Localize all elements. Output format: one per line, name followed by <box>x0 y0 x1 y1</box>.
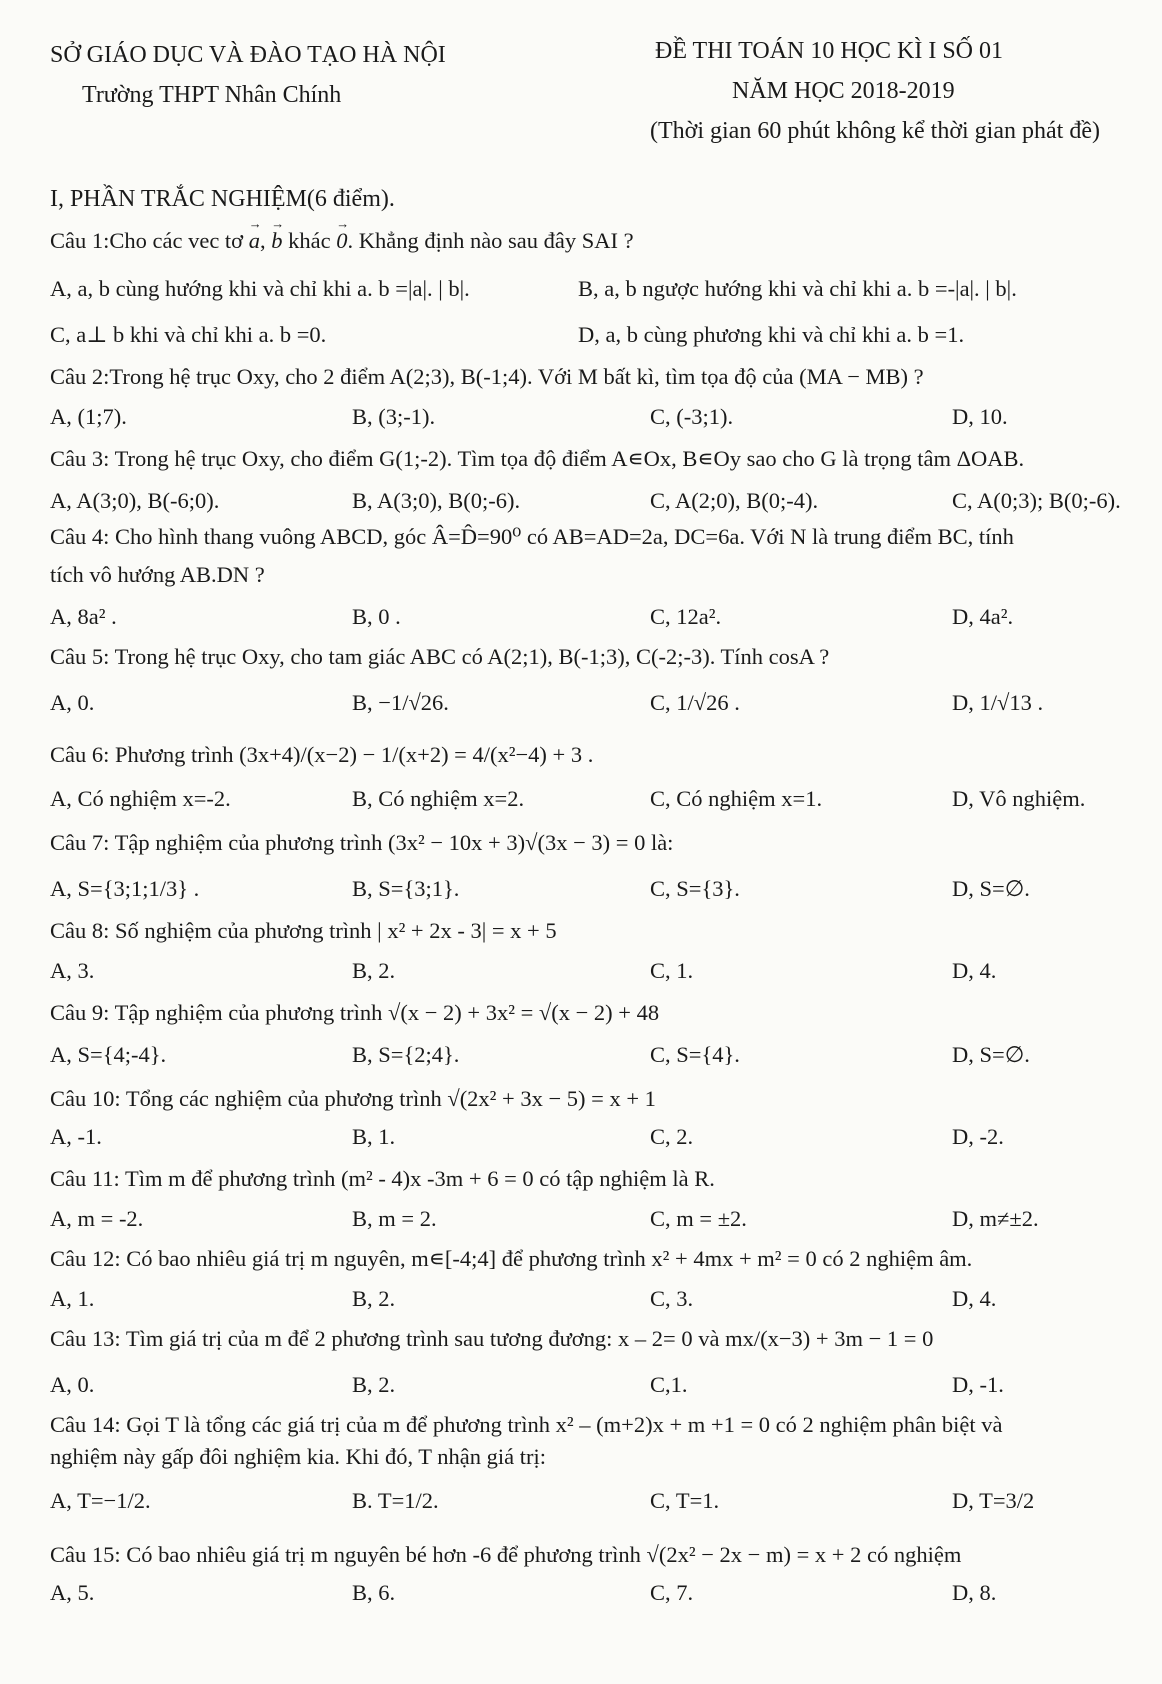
question-2: Câu 2:Trong hệ trục Oxy, cho 2 điểm A(2;3), B(-1;4). Với M bất kì, tìm tọa độ của (MA − MB) ? <box>50 364 924 389</box>
option-c: C,1. <box>650 1372 688 1397</box>
options-q4 <box>50 604 1112 638</box>
option-d: D, T=3/2 <box>952 1488 1035 1513</box>
option-b: B, Có nghiệm x=2. <box>352 786 525 811</box>
option-c: C, 1/√26 . <box>650 690 740 715</box>
option-q1-d: D, a, b cùng phương khi và chỉ khi a. b =1. <box>578 322 965 347</box>
option-d: D, 1/√13 . <box>952 690 1044 715</box>
option-a: A, 3. <box>50 958 95 983</box>
exam-duration: (Thời gian 60 phút không kể thời gian phát đề) <box>650 118 1100 144</box>
option-b: B, (3;-1). <box>352 404 436 429</box>
exam-title: ĐỀ THI TOÁN 10 HỌC KÌ I SỐ 01 <box>655 38 1003 64</box>
option-c: C, Có nghiệm x=1. <box>650 786 823 811</box>
question-5: Câu 5: Trong hệ trục Oxy, cho tam giác ABC có A(2;1), B(-1;3), C(-2;-3). Tính cosA ? <box>50 644 830 669</box>
question-6: Câu 6: Phương trình (3x+4)/(x−2) − 1/(x+2) = 4/(x²−4) + 3 . <box>50 742 594 767</box>
question-1: Câu 1:Cho các vec tơ a →, b → khác 0 →. Khẳng định nào sau đây SAI ? <box>50 228 634 254</box>
option-c: C, 1. <box>650 958 694 983</box>
question-9: Câu 9: Tập nghiệm của phương trình √(x − 2) + 3x² = √(x − 2) + 48 <box>50 1000 660 1025</box>
options-q11 <box>50 1206 1112 1240</box>
option-a: A, A(3;0), B(-6;0). <box>50 488 220 513</box>
option-c: C, m = ±2. <box>650 1206 747 1231</box>
question-12: Câu 12: Có bao nhiêu giá trị m nguyên, m∊[-4;4] để phương trình x² + 4mx + m² = 0 có 2 nghiệm âm. <box>50 1246 973 1271</box>
question-14-line-1: Câu 14: Gọi T là tổng các giá trị của m để phương trình x² – (m+2)x + m +1 = 0 có 2 nghiệm phân biệt và <box>50 1412 1003 1437</box>
option-c: C, 3. <box>650 1286 694 1311</box>
option-c: C, 7. <box>650 1580 694 1605</box>
question-4-line-2: tích vô hướng AB.DN ? <box>50 562 265 587</box>
question-11: Câu 11: Tìm m để phương trình (m² - 4)x -3m + 6 = 0 có tập nghiệm là R. <box>50 1166 715 1191</box>
option-a: A, -1. <box>50 1124 102 1149</box>
question-8: Câu 8: Số nghiệm của phương trình | x² + 2x - 3| = x + 5 <box>50 918 557 943</box>
option-d: D, Vô nghiệm. <box>952 786 1086 811</box>
option-c: C, 12a². <box>650 604 722 629</box>
options-q15 <box>50 1580 1112 1614</box>
question-15: Câu 15: Có bao nhiêu giá trị m nguyên bé hơn -6 để phương trình √(2x² − 2x − m) = x + 2 có nghiệm <box>50 1542 962 1567</box>
options-q2 <box>50 404 1112 438</box>
option-d: D, 4a². <box>952 604 1014 629</box>
option-d: D, 10. <box>952 404 1008 429</box>
option-a: A, 5. <box>50 1580 95 1605</box>
options-q5 <box>50 690 1112 724</box>
option-a: A, (1;7). <box>50 404 127 429</box>
options-q9 <box>50 1042 1112 1076</box>
school-name: Trường THPT Nhân Chính <box>82 82 342 108</box>
option-a: A, S={3;1;1/3} . <box>50 876 200 901</box>
option-c: C, S={4}. <box>650 1042 740 1067</box>
option-d: D, S=∅. <box>952 876 1030 901</box>
options-q6 <box>50 786 1112 820</box>
option-a: A, 1. <box>50 1286 95 1311</box>
question-7: Câu 7: Tập nghiệm của phương trình (3x² − 10x + 3)√(3x − 3) = 0 là: <box>50 830 674 855</box>
question-14-line-2: nghiệm này gấp đôi nghiệm kia. Khi đó, T nhận giá trị: <box>50 1444 546 1469</box>
options-q14 <box>50 1488 1112 1522</box>
option-d: C, A(0;3); B(0;-6). <box>952 488 1121 513</box>
options-q3 <box>50 488 1121 522</box>
option-d: D, S=∅. <box>952 1042 1030 1067</box>
option-d: D, 4. <box>952 1286 997 1311</box>
department-name: SỞ GIÁO DỤC VÀ ĐÀO TẠO HÀ NỘI <box>50 42 446 68</box>
option-a: A, 0. <box>50 1372 95 1397</box>
option-b: B. T=1/2. <box>352 1488 439 1513</box>
question-10: Câu 10: Tổng các nghiệm của phương trình √(2x² + 3x − 5) = x + 1 <box>50 1086 656 1111</box>
question-3: Câu 3: Trong hệ trục Oxy, cho điểm G(1;-2). Tìm tọa độ điểm A∊Ox, B∊Oy sao cho G là trọng tâm ΔOAB. <box>50 446 1025 471</box>
option-b: B, m = 2. <box>352 1206 437 1231</box>
options-q10 <box>50 1124 1112 1158</box>
option-a: A, m = -2. <box>50 1206 144 1231</box>
option-b: B, 2. <box>352 1372 396 1397</box>
option-q1-c: C, a⊥ b khi và chỉ khi a. b =0. <box>50 322 327 347</box>
option-b: B, 6. <box>352 1580 396 1605</box>
option-b: B, 1. <box>352 1124 396 1149</box>
school-year: NĂM HỌC 2018-2019 <box>732 78 955 104</box>
option-d: D, -2. <box>952 1124 1004 1149</box>
option-d: D, 8. <box>952 1580 997 1605</box>
option-b: B, 0 . <box>352 604 401 629</box>
option-b: B, S={3;1}. <box>352 876 460 901</box>
option-q1-a: A, a, b cùng hướng khi và chỉ khi a. b =|a|. | b|. <box>50 276 470 301</box>
options-q7 <box>50 876 1112 910</box>
option-d: D, 4. <box>952 958 997 983</box>
option-d: D, m≠±2. <box>952 1206 1039 1231</box>
option-a: A, T=−1/2. <box>50 1488 151 1513</box>
options-q8 <box>50 958 1112 992</box>
option-b: B, −1/√26. <box>352 690 449 715</box>
option-c: C, S={3}. <box>650 876 740 901</box>
question-4-line-1: Câu 4: Cho hình thang vuông ABCD, góc Â=D̂=90⁰ có AB=AD=2a, DC=6a. Với N là trung điểm BC, tính <box>50 524 1014 549</box>
section-title: I, PHẦN TRẮC NGHIỆM(6 điểm). <box>50 186 395 212</box>
option-d: D, -1. <box>952 1372 1004 1397</box>
option-a: A, 0. <box>50 690 95 715</box>
option-b: B, S={2;4}. <box>352 1042 460 1067</box>
option-a: A, S={4;-4}. <box>50 1042 167 1067</box>
options-q12 <box>50 1286 1112 1320</box>
option-a: A, Có nghiệm x=-2. <box>50 786 231 811</box>
option-b: B, 2. <box>352 1286 396 1311</box>
option-q1-b: B, a, b ngược hướng khi và chỉ khi a. b =-|a|. | b|. <box>578 276 1017 301</box>
option-c: C, T=1. <box>650 1488 720 1513</box>
options-q13 <box>50 1372 1112 1406</box>
option-c: C, (-3;1). <box>650 404 734 429</box>
option-c: C, 2. <box>650 1124 694 1149</box>
option-a: A, 8a² . <box>50 604 117 629</box>
option-b: B, 2. <box>352 958 396 983</box>
option-b: B, A(3;0), B(0;-6). <box>352 488 521 513</box>
option-c: C, A(2;0), B(0;-4). <box>650 488 819 513</box>
question-13: Câu 13: Tìm giá trị của m để 2 phương trình sau tương đương: x – 2= 0 và mx/(x−3) + 3m − 1 = 0 <box>50 1326 934 1351</box>
